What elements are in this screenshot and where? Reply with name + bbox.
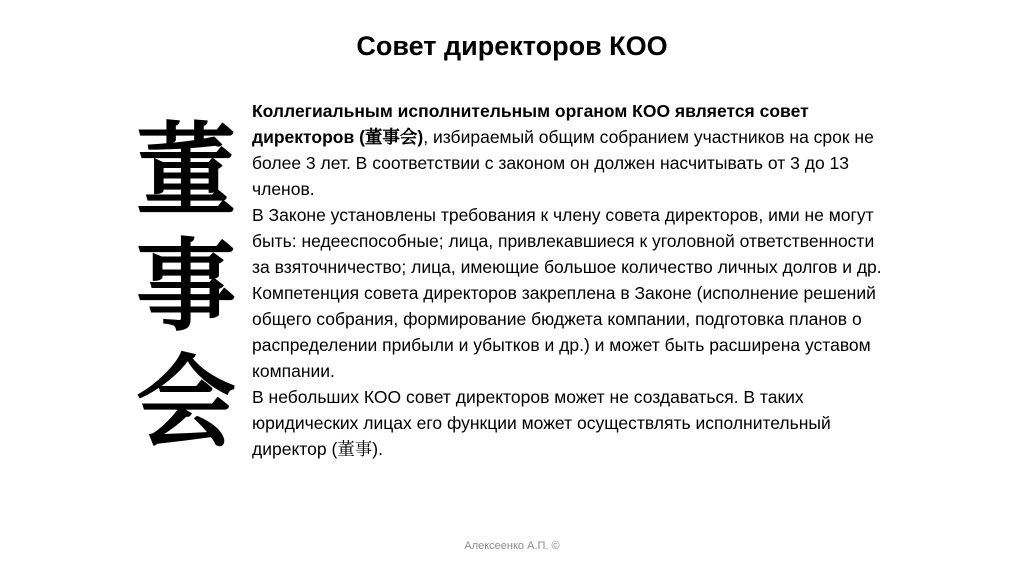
slide-title: Совет директоров КОО <box>356 31 668 61</box>
paragraph-small-companies: В небольших КОО совет директоров может не создаваться. В таких юридических лицах его функции может осуществлять исполнительный директор (董事). <box>252 387 831 459</box>
paragraph-member-requirements: В Законе установлены требования к члену совета директоров, ими не могут быть: недееспособные; лица, привлекавшиеся к уголовной ответственности за взяточничество; лица, имеющие большое количество личных долгов и др. <box>252 205 882 277</box>
paragraph-board-definition <box>252 98 888 202</box>
kanji-character: 董 <box>136 111 236 229</box>
kanji-character: 事 <box>136 227 236 345</box>
paragraph-competence: Компетенция совета директоров закреплена в Законе (исполнение решений общего собрания, формирование бюджета компании, подготовка планов о распределении прибыли и убытков и др.) и может быть расширена уставом компании. <box>252 283 876 381</box>
kanji-column <box>126 112 246 460</box>
kanji-character: 会 <box>136 343 236 461</box>
paragraph-bold-lead: Коллегиальным исполнительным органом КОО является совет директоров (董事会) <box>252 101 809 147</box>
body-text <box>252 98 888 462</box>
footer-copyright: Алексеенко А.П. © <box>464 540 560 552</box>
paragraph-text: , избираемый общим собранием участников на срок не более 3 лет. В соответствии с законом он должен насчитывать от 3 до 13 членов. <box>252 127 874 199</box>
